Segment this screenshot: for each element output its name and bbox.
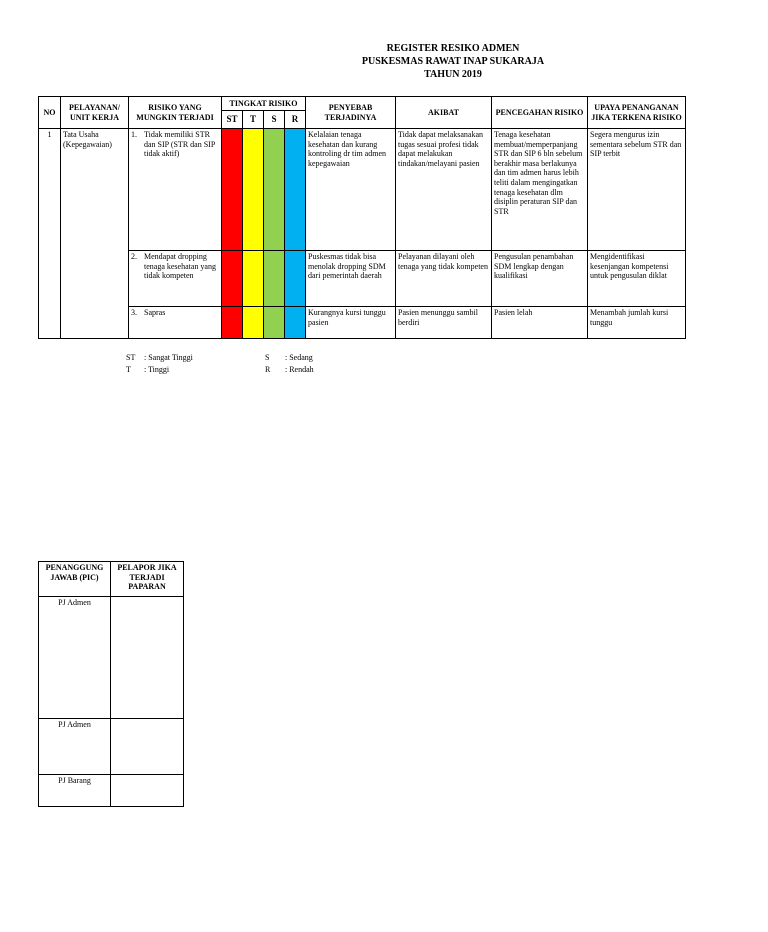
level-st-cell <box>222 251 243 307</box>
penyebab-cell: Kurangnya kursi tunggu pasien <box>306 307 396 339</box>
level-st-cell <box>222 307 243 339</box>
header-r: R <box>285 111 306 129</box>
legend-s-code: S <box>265 353 270 362</box>
header-penyebab: PENYEBAB TERJADINYA <box>306 97 396 129</box>
level-st-cell <box>222 129 243 251</box>
akibat-cell: Pasien menunggu sambil berdiri <box>396 307 492 339</box>
legend-t-code: T <box>126 365 131 374</box>
risk-register-table <box>38 96 686 339</box>
header-pelapor: PELAPOR JIKA TERJADI PAPARAN <box>111 562 184 597</box>
header-unit: PELAYANAN/ UNIT KERJA <box>61 97 129 129</box>
risk-text: Sapras <box>144 308 166 317</box>
legend-left <box>126 352 193 376</box>
table-row <box>39 307 686 339</box>
header-upaya: UPAYA PENANGANAN JIKA TERKENA RISIKO <box>588 97 686 129</box>
header-akibat: AKIBAT <box>396 97 492 129</box>
title-line-2: PUSKESMAS RAWAT INAP SUKARAJA <box>361 56 545 67</box>
upaya-cell: Segera mengurus izin sementara sebelum STR dan SIP terbit <box>588 129 686 251</box>
title-line-1: REGISTER RESIKO ADMEN <box>386 43 520 54</box>
level-r-cell <box>285 251 306 307</box>
header-risiko: RISIKO YANG MUNGKIN TERJADI <box>129 97 222 129</box>
document-title <box>0 42 768 81</box>
pencegahan-cell: Pasien lelah <box>492 307 588 339</box>
upaya-cell: Menambah jumlah kursi tunggu <box>588 307 686 339</box>
header-st: ST <box>222 111 243 129</box>
pelapor-cell <box>111 775 184 807</box>
legend-r-label: : Rendah <box>285 365 314 374</box>
table-row <box>39 251 686 307</box>
header-t: T <box>243 111 264 129</box>
header-no: NO <box>39 97 61 129</box>
row-unit: Tata Usaha (Kepegawaian) <box>61 129 129 339</box>
header-pic: PENANGGUNG JAWAB (PIC) <box>39 562 111 597</box>
row-number: 1 <box>39 129 61 339</box>
penyebab-cell: Puskesmas tidak bisa menolak dropping SDM dari pemerintah daerah <box>306 251 396 307</box>
level-t-cell <box>243 307 264 339</box>
risk-text: Mendapat dropping tenaga kesehatan yang tidak kompeten <box>144 252 216 281</box>
level-s-cell <box>264 307 285 339</box>
level-t-cell <box>243 129 264 251</box>
legend-r-code: R <box>265 365 271 374</box>
level-r-cell <box>285 307 306 339</box>
pic-row <box>39 775 184 807</box>
penyebab-cell: Kelalaian tenaga kesehatan dan kurang kontroling dr tim admen kepegawaian <box>306 129 396 251</box>
item-number: 1. <box>131 130 137 139</box>
level-s-cell <box>264 251 285 307</box>
pelapor-cell <box>111 719 184 775</box>
legend-s-label: : Sedang <box>285 353 313 362</box>
item-number: 3. <box>131 308 137 317</box>
level-t-cell <box>243 251 264 307</box>
header-pencegahan: PENCEGAHAN RISIKO <box>492 97 588 129</box>
title-line-3: TAHUN 2019 <box>424 69 482 80</box>
pencegahan-cell: Tenaga kesehatan membuat/memperpanjang STR dan SIP 6 bln sebelum berakhir masa berlakunya dan tim admen harus lebih teliti dalam mengingatkan tenaga kesehatan dlm disiplin peraturan SIP dan STR <box>492 129 588 251</box>
legend-t-label: : Tinggi <box>144 365 170 374</box>
pic-row <box>39 597 184 719</box>
legend-st-label: : Sangat Tinggi <box>144 353 193 362</box>
akibat-cell: Pelayanan dilayani oleh tenaga yang tidak kompeten <box>396 251 492 307</box>
akibat-cell: Tidak dapat melaksanakan tugas sesuai profesi tidak dapat melakukan tindakan/melayani pasien <box>396 129 492 251</box>
risk-cell <box>129 129 222 251</box>
item-number: 2. <box>131 252 137 261</box>
pic-table <box>38 561 184 807</box>
pic-cell: PJ Admen <box>39 597 111 719</box>
pic-row <box>39 719 184 775</box>
legend-right <box>265 352 314 376</box>
header-s: S <box>264 111 285 129</box>
risk-cell <box>129 251 222 307</box>
risk-cell <box>129 307 222 339</box>
pelapor-cell <box>111 597 184 719</box>
legend-st-code: ST <box>126 353 136 362</box>
upaya-cell: Mengidentifikasi kesenjangan kompetensi untuk pengusulan diklat <box>588 251 686 307</box>
pic-cell: PJ Admen <box>39 719 111 775</box>
level-r-cell <box>285 129 306 251</box>
table-row <box>39 129 686 251</box>
pencegahan-cell: Pengusulan penambahan SDM lengkap dengan kualifikasi <box>492 251 588 307</box>
header-tingkat: TINGKAT RISIKO <box>222 97 306 111</box>
pic-cell: PJ Barang <box>39 775 111 807</box>
level-s-cell <box>264 129 285 251</box>
risk-text: Tidak memiliki STR dan SIP (STR dan SIP tidak aktif) <box>144 130 215 159</box>
